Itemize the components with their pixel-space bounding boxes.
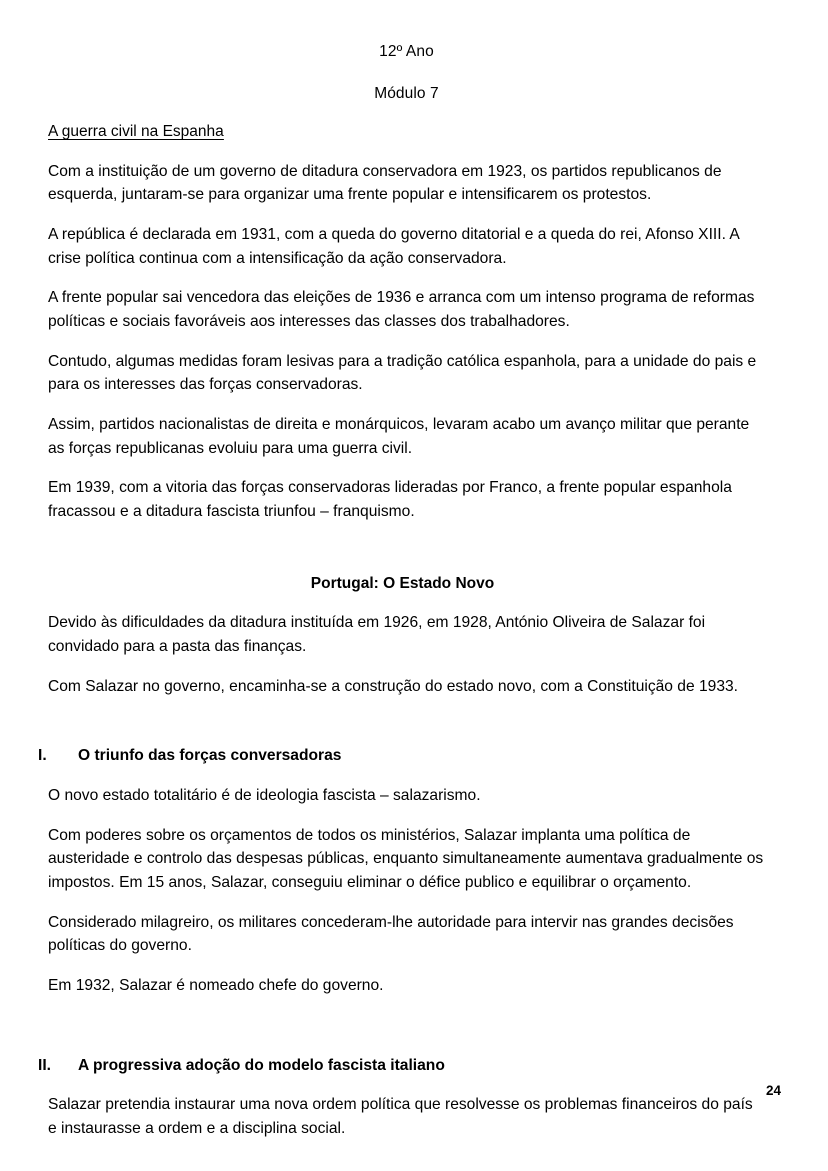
paragraph: Salazar pretendia instaurar uma nova ordem política que resolvesse os problemas financeiros do país e instaurasse a ordem e a disciplina social. bbox=[48, 1096, 753, 1137]
subsection-heading-i bbox=[38, 748, 775, 764]
paragraph: Em 1932, Salazar é nomeado chefe do governo. bbox=[48, 977, 384, 995]
paragraph: A frente popular sai vencedora das eleições de 1936 e arranca com um intenso programa de reformas políticas e sociais favoráveis aos interesses das classes dos trabalhadores. bbox=[48, 289, 755, 330]
subsection-heading-ii bbox=[38, 1058, 775, 1074]
section-heading-guerra-civil bbox=[38, 124, 775, 140]
spacer bbox=[38, 714, 775, 748]
page-number: 24 bbox=[765, 1082, 781, 1098]
paragraph: Com Salazar no governo, encaminha-se a construção do estado novo, com a Constituição de 1933. bbox=[48, 677, 739, 695]
section-heading-guerra-civil-text: A guerra civil na Espanha bbox=[48, 123, 224, 140]
paragraph: Assim, partidos nacionalistas de direita e monárquicos, levaram acabo um avanço militar que perante as forças republicanas evoluiu para uma guerra civil. bbox=[48, 416, 750, 457]
paragraph: Devido às dificuldades da ditadura instituída em 1926, em 1928, António Oliveira de Salazar foi convidado para a pasta das finanças. bbox=[48, 614, 706, 655]
paragraph: Com poderes sobre os orçamentos de todos os ministérios, Salazar implanta uma política de austeridade e controlo das despesas públicas, enquanto simultaneamente aumentava gradualmente os impostos. Em 15 anos, Salazar, conseguiu eliminar o défice publico e equilibrar o orçamento. bbox=[48, 826, 764, 891]
paragraph: Contudo, algumas medidas foram lesivas para a tradição católica espanhola, para a unidade do pais e para os interesses das forças conservadoras. bbox=[48, 352, 757, 394]
subsection-numeral-ii: II. bbox=[38, 1056, 51, 1074]
subsection-title-ii: A progressiva adoção do modelo fascista italiano bbox=[78, 1056, 445, 1074]
paragraph: Considerado milagreiro, os militares concederam-lhe autoridade para intervir nas grandes decisões políticas do governo. bbox=[48, 913, 734, 955]
paragraph: Em 1939, com a vitoria das forças conservadoras lideradas por Franco, a frente popular espanhola fracassou e a ditadura fascista triunfou – franquismo. bbox=[48, 479, 732, 521]
header-line-year: 12º Ano bbox=[379, 43, 434, 60]
section-heading-estado-novo: Portugal: O Estado Novo bbox=[310, 574, 495, 592]
spacer bbox=[38, 1014, 775, 1058]
paragraph: Com a instituição de um governo de ditadura conservadora em 1923, os partidos republicanos de esquerda, juntaram-se para organizar uma frente popular e intensificarem os protestos. bbox=[48, 162, 722, 204]
paragraph: O novo estado totalitário é de ideologia fascista – salazarismo. bbox=[48, 786, 481, 804]
paragraph: A república é declarada em 1931, com a queda do governo ditatorial e a queda do rei, Afonso XIII. A crise política continua com a intensificação da ação conservadora. bbox=[48, 225, 739, 267]
header-line-module: Módulo 7 bbox=[374, 84, 439, 102]
subsection-title-i: O triunfo das forças conversadoras bbox=[78, 747, 342, 765]
subsection-numeral-i: I. bbox=[38, 747, 47, 765]
spacer bbox=[38, 540, 775, 576]
